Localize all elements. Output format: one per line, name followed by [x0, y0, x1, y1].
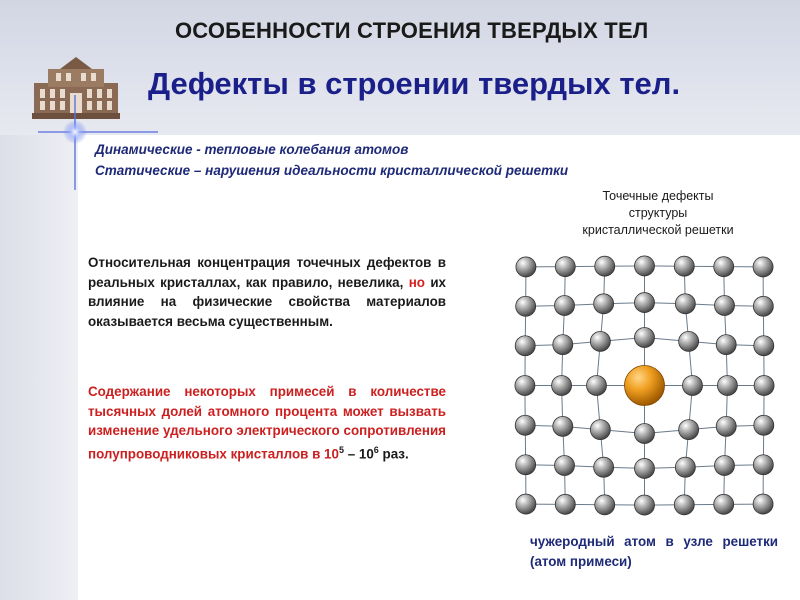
lattice-atom [587, 376, 607, 396]
lattice-atom [553, 335, 573, 355]
lattice-atom [595, 495, 615, 515]
lattice-atom [714, 455, 734, 475]
lattice-atom [516, 257, 536, 277]
lattice-atom [555, 257, 575, 277]
lattice-atom [516, 455, 536, 475]
exponent-six: 6 [373, 444, 379, 455]
lattice-atom [555, 296, 575, 316]
lattice-atom [590, 331, 610, 351]
caption-line-3: кристаллической решетки [582, 223, 734, 237]
lattice-atom [675, 457, 695, 477]
lattice-atom [717, 376, 737, 396]
lattice-atom [716, 416, 736, 436]
lattice-atom [635, 495, 655, 515]
lattice-atom [753, 455, 773, 475]
static-defects-line: Статические – нарушения идеальности кристаллической решетки [95, 163, 569, 178]
lattice-atom [515, 336, 535, 356]
lattice-atom [594, 457, 614, 477]
dynamic-defects-line: Динамические - тепловые колебания атомов [95, 142, 409, 157]
exponent-five: 5 [338, 444, 344, 455]
lattice-atom [516, 494, 536, 514]
lattice-atom [635, 423, 655, 443]
lattice-atom [635, 256, 655, 276]
lattice-atom [714, 296, 734, 316]
concentration-text-start: Относительная концентрация точечных дефектов в реальных кристаллах, как правило, невелика, [88, 255, 446, 290]
lattice-atom [590, 420, 610, 440]
left-strip [0, 135, 78, 600]
lattice-atom [679, 331, 699, 351]
lattice-atom [635, 458, 655, 478]
impurity-atom-caption: чужеродный атом в узле решетки (атом примеси) [530, 534, 778, 569]
lattice-atom [754, 415, 774, 435]
crystal-lattice-diagram [500, 240, 800, 530]
lattice-atom [714, 494, 734, 514]
lattice-atom [753, 494, 773, 514]
lattice-atom [753, 296, 773, 316]
lattice-atom [679, 420, 699, 440]
lattice-atom [753, 257, 773, 277]
lattice-atom [555, 494, 575, 514]
lattice-atom [682, 376, 702, 396]
highlight-word: но [408, 274, 425, 290]
lattice-atom [515, 415, 535, 435]
concentration-text-end: их влияние на физические свойства материалов оказывается весьма существенным. [88, 274, 447, 329]
lattice-atom [635, 328, 655, 348]
slide-title: ОСОБЕННОСТИ СТРОЕНИЯ ТВЕРДЫХ ТЕЛ [175, 18, 649, 43]
slide-subtitle: Дефекты в строении твердых тел. [148, 66, 681, 101]
lattice-atom [595, 256, 615, 276]
impurity-atom [625, 366, 665, 406]
impurity-paragraph [88, 382, 446, 463]
lattice-atom [716, 335, 736, 355]
lattice-atom [674, 256, 694, 276]
caption-line-1: Точечные дефекты [602, 189, 714, 203]
lattice-atom [714, 257, 734, 277]
lattice-atom [674, 495, 694, 515]
lattice-atom [635, 293, 655, 313]
lattice-atom [516, 296, 536, 316]
times-word: раз. [378, 445, 409, 461]
diagram-caption-top [548, 188, 768, 239]
lattice-atom [754, 336, 774, 356]
lattice-atom [754, 376, 774, 396]
concentration-paragraph [88, 253, 446, 331]
caption-line-2: структуры [628, 206, 688, 220]
lattice-atom [675, 294, 695, 314]
lattice-atom [553, 416, 573, 436]
range-dash: – 10 [343, 445, 374, 461]
lattice-atom [515, 376, 535, 396]
lattice-atom [555, 455, 575, 475]
lattice-atom [552, 376, 572, 396]
impurity-text: Содержание некоторых примесей в количестве тысячных долей атомного процента может вызвать изменение удельного электрического сопротивления полупроводниковых кристаллов в 10 [88, 384, 446, 461]
lattice-atom [594, 294, 614, 314]
